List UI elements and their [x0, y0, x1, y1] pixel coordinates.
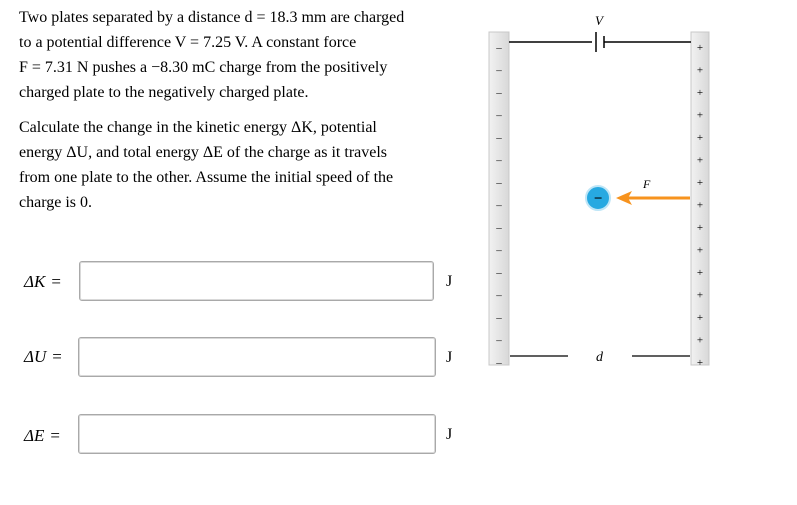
equals-sign: =: [52, 347, 62, 366]
positive-sign: +: [696, 109, 704, 122]
positive-sign: +: [696, 177, 704, 189]
delta-u-unit: J: [446, 349, 453, 366]
delta-k-symbol: ΔK: [24, 272, 46, 291]
equals-sign: =: [51, 272, 61, 291]
delta-e-unit: J: [446, 426, 453, 443]
positive-sign: +: [696, 199, 704, 212]
instruction-line: charge is 0.: [19, 194, 93, 211]
positive-sign: +: [696, 222, 704, 234]
charge-symbol: −: [593, 191, 603, 207]
distance-label: d: [596, 350, 603, 365]
negative-sign: –: [496, 64, 502, 77]
negative-sign: –: [496, 154, 502, 167]
problem-line: to a potential difference V = 7.25 V. A constant force: [19, 34, 357, 51]
delta-e-symbol: ΔE: [24, 426, 45, 445]
positive-sign: +: [696, 334, 704, 347]
negative-sign: –: [496, 199, 502, 212]
positive-sign: +: [696, 289, 704, 302]
voltage-label: V: [595, 13, 603, 28]
negative-sign: –: [496, 42, 502, 54]
negative-sign: –: [496, 357, 502, 369]
positive-sign: +: [696, 154, 704, 167]
negative-sign: –: [496, 109, 502, 122]
problem-line: Two plates separated by a distance d = 18.3 mm are charged: [19, 9, 405, 26]
positive-signs: [697, 42, 703, 369]
instruction-line: energy ΔU, and total energy ΔE of the charge as it travels: [19, 144, 388, 161]
negative-sign: –: [496, 312, 502, 324]
problem-line: charged plate to the negatively charged plate.: [19, 84, 309, 101]
negative-sign: –: [496, 289, 502, 302]
instruction-line: from one plate to the other. Assume the initial speed of the: [19, 169, 394, 186]
instruction-line: Calculate the change in the kinetic energy ΔK, potential: [19, 119, 377, 136]
force-label: F: [643, 177, 651, 191]
negative-signs: [495, 42, 502, 369]
positive-sign: +: [696, 87, 704, 99]
negative-sign: –: [496, 177, 502, 189]
equals-sign: =: [50, 426, 60, 445]
delta-k-unit: J: [446, 273, 453, 290]
positive-sign: +: [696, 267, 704, 279]
negative-sign: –: [496, 267, 502, 279]
positive-sign: +: [696, 42, 704, 54]
positive-sign: +: [696, 357, 704, 369]
positive-sign: +: [696, 132, 704, 144]
negative-sign: –: [496, 244, 502, 257]
negative-sign: –: [496, 222, 502, 234]
positive-sign: +: [696, 64, 704, 77]
delta-u-symbol: ΔU: [24, 347, 47, 366]
negative-sign: –: [496, 334, 502, 347]
negative-sign: –: [496, 87, 502, 99]
positive-sign: +: [696, 312, 704, 324]
problem-line: F = 7.31 N pushes a −8.30 mC charge from the positively: [19, 59, 388, 76]
positive-sign: +: [696, 244, 704, 257]
negative-sign: –: [496, 132, 502, 144]
